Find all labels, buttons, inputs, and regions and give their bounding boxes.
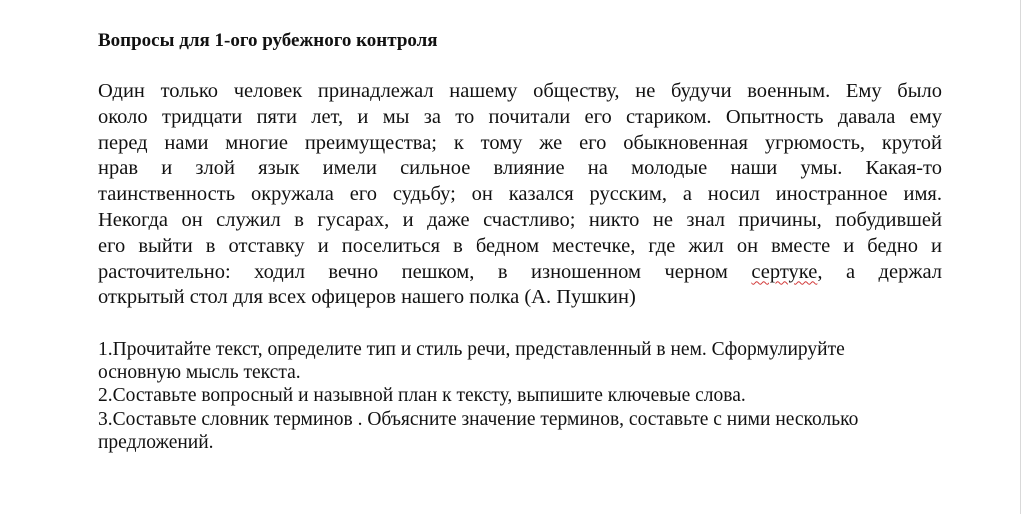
passage-line: Некогда он служил в гусарах, и даже счастливо; никто не знал причины, побудившей — [98, 208, 942, 231]
cut-off-text-fragment — [96, 0, 286, 2]
document-title: Вопросы для 1-ого рубежного контроля — [98, 30, 438, 51]
passage-line-tail: , а держал — [817, 260, 942, 283]
passage-line-head: расточительно: ходил вечно пешком, в изношенном черном — [98, 260, 752, 283]
passage-line — [98, 260, 942, 286]
literary-passage — [98, 79, 942, 311]
passage-line: нрав и злой язык имели сильное влияние на молодые наши умы. Какая-то — [98, 157, 942, 180]
question-line: 3.Составьте словник терминов . Объясните значение терминов, составьте с ними несколько — [98, 408, 859, 430]
passage-line: открытый стол для всех офицеров нашего полка (А. Пушкин) — [98, 286, 636, 309]
passage-line: перед нами многие преимущества; к тому же его обыкновенная угрюмость, крутой — [98, 131, 942, 154]
spellcheck-marked-word[interactable]: сертуке — [751, 260, 818, 283]
question-line: предложений. — [98, 431, 214, 453]
passage-line: таинственность окружала его судьбу; он казался русским, а носил иностранное имя. — [98, 183, 942, 206]
question-line: 1.Прочитайте текст, определите тип и стиль речи, представленный в нем. Сформулируйте — [98, 339, 845, 360]
passage-line: его выйти в отставку и поселиться в бедном местечке, где жил он вместе и бедно и — [98, 234, 942, 257]
question-line: 2.Составьте вопросный и назывной план к тексту, выпишите ключевые слова. — [98, 385, 746, 407]
question-line: основную мысль текста. — [98, 362, 301, 384]
passage-line: Один только человек принадлежал нашему обществу, не будучи военным. Ему было — [98, 80, 942, 102]
passage-line: около тридцати пяти лет, и мы за то почитали его стариком. Опытность давала ему — [98, 105, 942, 128]
assignment-questions — [98, 338, 948, 454]
